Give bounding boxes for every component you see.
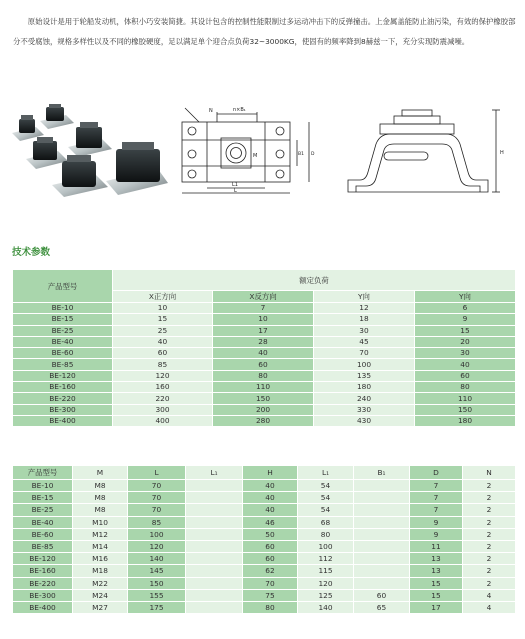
load-cell: 7 <box>213 303 314 314</box>
model-cell: BE-25 <box>13 504 73 516</box>
table-row <box>13 577 516 589</box>
load-cell: 430 <box>314 415 415 426</box>
dimension-cell <box>186 504 243 516</box>
dimension-cell: 2 <box>463 565 516 577</box>
dimension-cell: 9 <box>410 528 463 540</box>
dimension-cell: M12 <box>73 528 128 540</box>
table-row <box>13 601 516 613</box>
load-cell: 80 <box>213 370 314 381</box>
load-cell: 180 <box>314 382 415 393</box>
load-cell: 100 <box>314 359 415 370</box>
load-cell: 110 <box>415 393 516 404</box>
table-row <box>13 303 516 314</box>
col-y-2: Y向 <box>415 291 516 303</box>
model-cell: BE-120 <box>13 370 113 381</box>
load-cell: 28 <box>213 336 314 347</box>
dimension-cell: 40 <box>243 480 298 492</box>
dimension-cell: 4 <box>463 589 516 601</box>
mount-2 <box>40 104 74 129</box>
table-row <box>13 404 516 415</box>
dimension-cell <box>186 516 243 528</box>
dimension-cell: 175 <box>128 601 186 613</box>
label-n: N <box>209 108 213 114</box>
column-header: 产品型号 <box>13 466 73 480</box>
mount-6 <box>106 142 168 195</box>
load-cell: 15 <box>113 314 213 325</box>
dimension-cell: 140 <box>128 553 186 565</box>
dimension-cell: 40 <box>243 492 298 504</box>
dimension-cell: M8 <box>73 492 128 504</box>
dimension-cell: 68 <box>298 516 354 528</box>
load-cell: 40 <box>213 348 314 359</box>
table-row <box>13 553 516 565</box>
table-row <box>13 528 516 540</box>
load-cell: 150 <box>213 393 314 404</box>
dimension-cell <box>354 540 410 552</box>
dimension-cell: 17 <box>410 601 463 613</box>
dimension-cell: 60 <box>243 540 298 552</box>
load-cell: 80 <box>415 382 516 393</box>
column-header: H <box>243 466 298 480</box>
load-cell: 18 <box>314 314 415 325</box>
dimension-cell: 150 <box>128 577 186 589</box>
dimension-cell <box>354 480 410 492</box>
dimension-cell: M22 <box>73 577 128 589</box>
dimension-cell <box>354 504 410 516</box>
rated-load-header: 额定负荷 <box>113 270 516 291</box>
table-row <box>13 504 516 516</box>
table-row <box>13 314 516 325</box>
dimension-cell: 155 <box>128 589 186 601</box>
dimension-cell: 70 <box>128 492 186 504</box>
model-header: 产品型号 <box>13 270 113 303</box>
load-cell: 85 <box>113 359 213 370</box>
dimension-cell: 145 <box>128 565 186 577</box>
dimension-cell: 120 <box>298 577 354 589</box>
model-cell: BE-60 <box>13 528 73 540</box>
load-cell: 60 <box>113 348 213 359</box>
model-cell: BE-10 <box>13 303 113 314</box>
table-row <box>13 415 516 426</box>
dimension-cell: 11 <box>410 540 463 552</box>
model-cell: BE-300 <box>13 589 73 601</box>
dimension-cell: 75 <box>243 589 298 601</box>
load-cell: 15 <box>415 325 516 336</box>
label-l: L <box>234 188 237 194</box>
dimension-cell: 4 <box>463 601 516 613</box>
dimension-cell: 54 <box>298 480 354 492</box>
load-cell: 60 <box>415 370 516 381</box>
column-header: D <box>410 466 463 480</box>
model-cell: BE-85 <box>13 359 113 370</box>
dimension-cell <box>186 528 243 540</box>
col-x-positive: X正方向 <box>113 291 213 303</box>
product-photo <box>10 103 168 198</box>
label-m: M <box>253 153 258 159</box>
dimension-cell: 80 <box>243 601 298 613</box>
dimension-cell: 2 <box>463 480 516 492</box>
table-row <box>13 359 516 370</box>
model-cell: BE-220 <box>13 577 73 589</box>
dimension-cell: 46 <box>243 516 298 528</box>
load-cell: 200 <box>213 404 314 415</box>
column-header: L₁ <box>298 466 354 480</box>
dimension-cell <box>186 601 243 613</box>
load-cell: 17 <box>213 325 314 336</box>
dimension-cell: 85 <box>128 516 186 528</box>
load-cell: 30 <box>314 325 415 336</box>
dimension-cell: 125 <box>298 589 354 601</box>
dimension-cell: 112 <box>298 553 354 565</box>
load-cell: 30 <box>415 348 516 359</box>
dimension-cell: 7 <box>410 504 463 516</box>
rated-load-table <box>12 269 516 427</box>
load-cell: 330 <box>314 404 415 415</box>
model-cell: BE-40 <box>13 516 73 528</box>
load-cell: 60 <box>213 359 314 370</box>
mount-3 <box>26 137 68 169</box>
dimension-cell: 120 <box>128 540 186 552</box>
model-cell: BE-400 <box>13 415 113 426</box>
load-cell: 110 <box>213 382 314 393</box>
intro-paragraph: 原始设计是用于轮船发动机，体积小巧安装简捷。其设计包含的控制性能限制过多运动冲击下的反弹撞击。上金属盖能防止油污染，有效的保护橡胶部分不受腐蚀，规格多样性以及不同的橡胶硬度，足以满足单个迎合点负荷32~3000KG，使固有的频率降到8赫兹一下，充分实现防震减噪。 <box>13 17 516 46</box>
dimension-cell <box>186 565 243 577</box>
load-cell: 40 <box>415 359 516 370</box>
load-cell: 180 <box>415 415 516 426</box>
dimension-cell: 80 <box>298 528 354 540</box>
label-top: n×B₁ <box>233 107 246 113</box>
model-cell: BE-60 <box>13 348 113 359</box>
table-row <box>13 336 516 347</box>
dimension-cell: 2 <box>463 504 516 516</box>
table-row <box>13 325 516 336</box>
model-cell: BE-220 <box>13 393 113 404</box>
load-cell: 160 <box>113 382 213 393</box>
dimension-cell: M27 <box>73 601 128 613</box>
dimension-cell: M24 <box>73 589 128 601</box>
load-cell: 10 <box>113 303 213 314</box>
load-cell: 120 <box>113 370 213 381</box>
mount-4 <box>68 122 112 157</box>
table-row <box>13 565 516 577</box>
dimension-cell: 70 <box>128 480 186 492</box>
load-cell: 70 <box>314 348 415 359</box>
dimension-cell: 54 <box>298 492 354 504</box>
model-cell: BE-300 <box>13 404 113 415</box>
column-header: N <box>463 466 516 480</box>
section-title: 技术参数 <box>12 247 51 258</box>
dimension-cell: 7 <box>410 492 463 504</box>
model-cell: BE-160 <box>13 565 73 577</box>
dimension-cell <box>186 577 243 589</box>
dimension-cell: 100 <box>128 528 186 540</box>
dimension-cell: M18 <box>73 565 128 577</box>
dimension-cell: 65 <box>354 601 410 613</box>
dimension-cell: 2 <box>463 516 516 528</box>
dimension-cell <box>186 553 243 565</box>
dimension-cell: 2 <box>463 577 516 589</box>
dimension-cell: 60 <box>354 589 410 601</box>
dimension-cell: 62 <box>243 565 298 577</box>
dimension-cell: M8 <box>73 480 128 492</box>
model-cell: BE-40 <box>13 336 113 347</box>
dimension-cell: M8 <box>73 504 128 516</box>
model-cell: BE-85 <box>13 540 73 552</box>
table-row <box>13 393 516 404</box>
load-cell: 10 <box>213 314 314 325</box>
model-cell: BE-25 <box>13 325 113 336</box>
dimension-cell: M10 <box>73 516 128 528</box>
col-x-negative: X反方向 <box>213 291 314 303</box>
column-header: L <box>128 466 186 480</box>
column-header: L₁ <box>186 466 243 480</box>
column-header: B₁ <box>354 466 410 480</box>
table-row <box>13 348 516 359</box>
load-cell: 9 <box>415 314 516 325</box>
dimension-cell <box>186 480 243 492</box>
model-cell: BE-160 <box>13 382 113 393</box>
load-cell: 25 <box>113 325 213 336</box>
dimension-cell: 2 <box>463 528 516 540</box>
load-cell: 135 <box>314 370 415 381</box>
model-cell: BE-15 <box>13 314 113 325</box>
column-header: M <box>73 466 128 480</box>
dimension-cell: 40 <box>243 504 298 516</box>
dimension-cell: 70 <box>243 577 298 589</box>
dimension-cell: 100 <box>298 540 354 552</box>
model-cell: BE-120 <box>13 553 73 565</box>
side-view-drawing <box>346 104 518 196</box>
top-view-drawing <box>177 104 325 196</box>
load-cell: 40 <box>113 336 213 347</box>
dimensions-table <box>12 465 516 614</box>
dimension-cell <box>186 492 243 504</box>
load-cell: 20 <box>415 336 516 347</box>
load-cell: 6 <box>415 303 516 314</box>
load-cell: 240 <box>314 393 415 404</box>
dimension-cell <box>186 589 243 601</box>
dimension-cell: 15 <box>410 577 463 589</box>
dimension-cell: 7 <box>410 480 463 492</box>
table-row <box>13 492 516 504</box>
model-cell: BE-10 <box>13 480 73 492</box>
label-d: D <box>311 152 315 157</box>
dimension-cell: 2 <box>463 492 516 504</box>
dimension-cell: 2 <box>463 553 516 565</box>
load-cell: 280 <box>213 415 314 426</box>
dimension-cell <box>354 492 410 504</box>
table-row <box>13 370 516 381</box>
model-cell: BE-15 <box>13 492 73 504</box>
dimension-cell: 50 <box>243 528 298 540</box>
dimension-cell: M14 <box>73 540 128 552</box>
dimension-cell: 13 <box>410 565 463 577</box>
dimension-cell: 140 <box>298 601 354 613</box>
dimension-cell <box>354 553 410 565</box>
model-cell: BE-400 <box>13 601 73 613</box>
dimension-cell: 60 <box>243 553 298 565</box>
load-cell: 300 <box>113 404 213 415</box>
label-b1: B1 <box>298 152 304 157</box>
load-cell: 45 <box>314 336 415 347</box>
load-cell: 400 <box>113 415 213 426</box>
table-row <box>13 589 516 601</box>
dimension-cell <box>354 577 410 589</box>
load-cell: 220 <box>113 393 213 404</box>
dimension-cell <box>354 528 410 540</box>
dimension-cell: 115 <box>298 565 354 577</box>
col-y-1: Y向 <box>314 291 415 303</box>
table-row <box>13 540 516 552</box>
dimension-cell: 9 <box>410 516 463 528</box>
dimension-cell: 54 <box>298 504 354 516</box>
dimension-cell: 2 <box>463 540 516 552</box>
table-row <box>13 516 516 528</box>
load-cell: 12 <box>314 303 415 314</box>
dimension-cell <box>354 565 410 577</box>
dimension-cell: M16 <box>73 553 128 565</box>
label-h: H <box>500 150 504 156</box>
table-row <box>13 480 516 492</box>
dimension-cell: 70 <box>128 504 186 516</box>
dimension-cell: 15 <box>410 589 463 601</box>
label-l1: L1 <box>232 182 238 188</box>
dimension-cell <box>354 516 410 528</box>
dimension-cell <box>186 540 243 552</box>
dimension-cell: 13 <box>410 553 463 565</box>
table-row <box>13 382 516 393</box>
load-cell: 150 <box>415 404 516 415</box>
